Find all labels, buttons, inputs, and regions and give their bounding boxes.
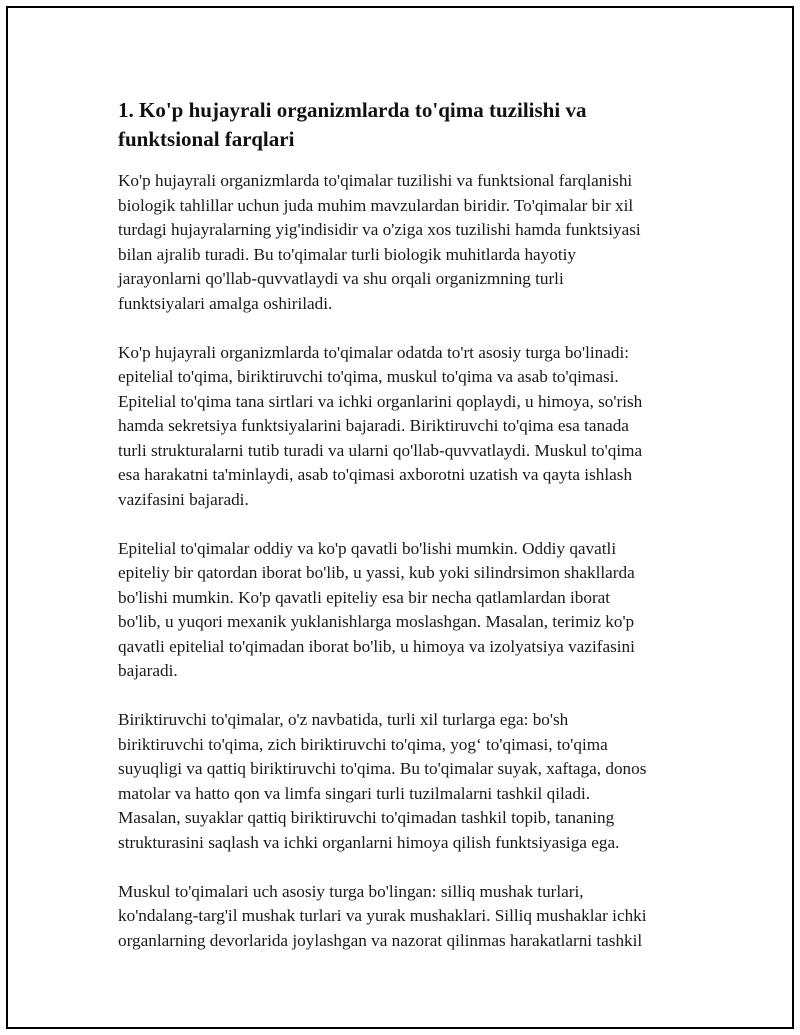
page-frame: [6, 6, 794, 1029]
paragraph-4: Biriktiruvchi to'qimalar, o'z navbatida, turli xil turlarga ega: bo'sh biriktiruvchi to'qima, zich biriktiruvchi to'qima, yogʻ to'qimasi, to'qima suyuqligi va qattiq biriktiruvchi to'qima. Bu to'qimalar suyak, xaftaga, donos matolar va hatto qon va limfa singari turli tuzilmalarni tashkil qiladi. Masalan, suyaklar qattiq biriktiruvchi to'qimadan tashkil topib, tananing strukturasini saqlash va ichki organlarni himoya qilish funktsiyasiga ega.: [118, 710, 647, 852]
section-heading: 1. Ko'p hujayrali organizmlarda to'qima tuzilishi va funktsional farqlari: [118, 98, 587, 151]
document-body: [118, 96, 708, 978]
paragraph-5: Muskul to'qimalari uch asosiy turga bo'lingan: silliq mushak turlari, ko'ndalang-targ'il mushak turlari va yurak mushaklari. Silliq mushaklar ichki organlarning devorlarida joylashgan va nazorat qilinmas harakatlarni tashkil: [118, 881, 647, 950]
paragraph-3: Epitelial to'qimalar oddiy va ko'p qavatli bo'lishi mumkin. Oddiy qavatli epiteliy bir qatordan iborat bo'lib, u yassi, kub yoki silindrsimon shakllarda bo'lishi mumkin. Ko'p qavatli epiteliy esa bir necha qatlamlardan iborat bo'lib, u yuqori mexanik yuklanishlarga moslashgan. Masalan, terimiz ko'p qavatli epitelial to'qimadan iborat bo'lib, u himoya va izolyatsiya vazifasini bajaradi.: [118, 538, 635, 680]
paragraph-2: Ko'p hujayrali organizmlarda to'qimalar odatda to'rt asosiy turga bo'linadi: epitelial to'qima, biriktiruvchi to'qima, muskul to'qima va asab to'qimasi. Epitelial to'qima tana sirtlari va ichki organlarini qoplaydi, u himoya, so'rish hamda sekretsiya funktsiyalarini bajaradi. Biriktiruvchi to'qima esa tanada turli strukturalarni tutib turadi va ularni qo'llab-quvvatlaydi. Muskul to'qima esa harakatni ta'minlaydi, asab to'qimasi axborotni uzatish va qayta ishlash vazifasini bajaradi.: [118, 342, 643, 509]
paragraph-1: Ko'p hujayrali organizmlarda to'qimalar tuzilishi va funktsional farqlanishi biologik tahlillar uchun juda muhim mavzulardan biridir. To'qimalar bir xil turdagi hujayralarning yig'indisidir va o'ziga xos tuzilishi hamda funktsiyasi bilan ajralib turadi. Bu to'qimalar turli biologik muhitlarda hayotiy jarayonlarni qo'llab-quvvatlaydi va shu orqali organizmning turli funktsiyalari amalga oshiriladi.: [118, 171, 641, 313]
